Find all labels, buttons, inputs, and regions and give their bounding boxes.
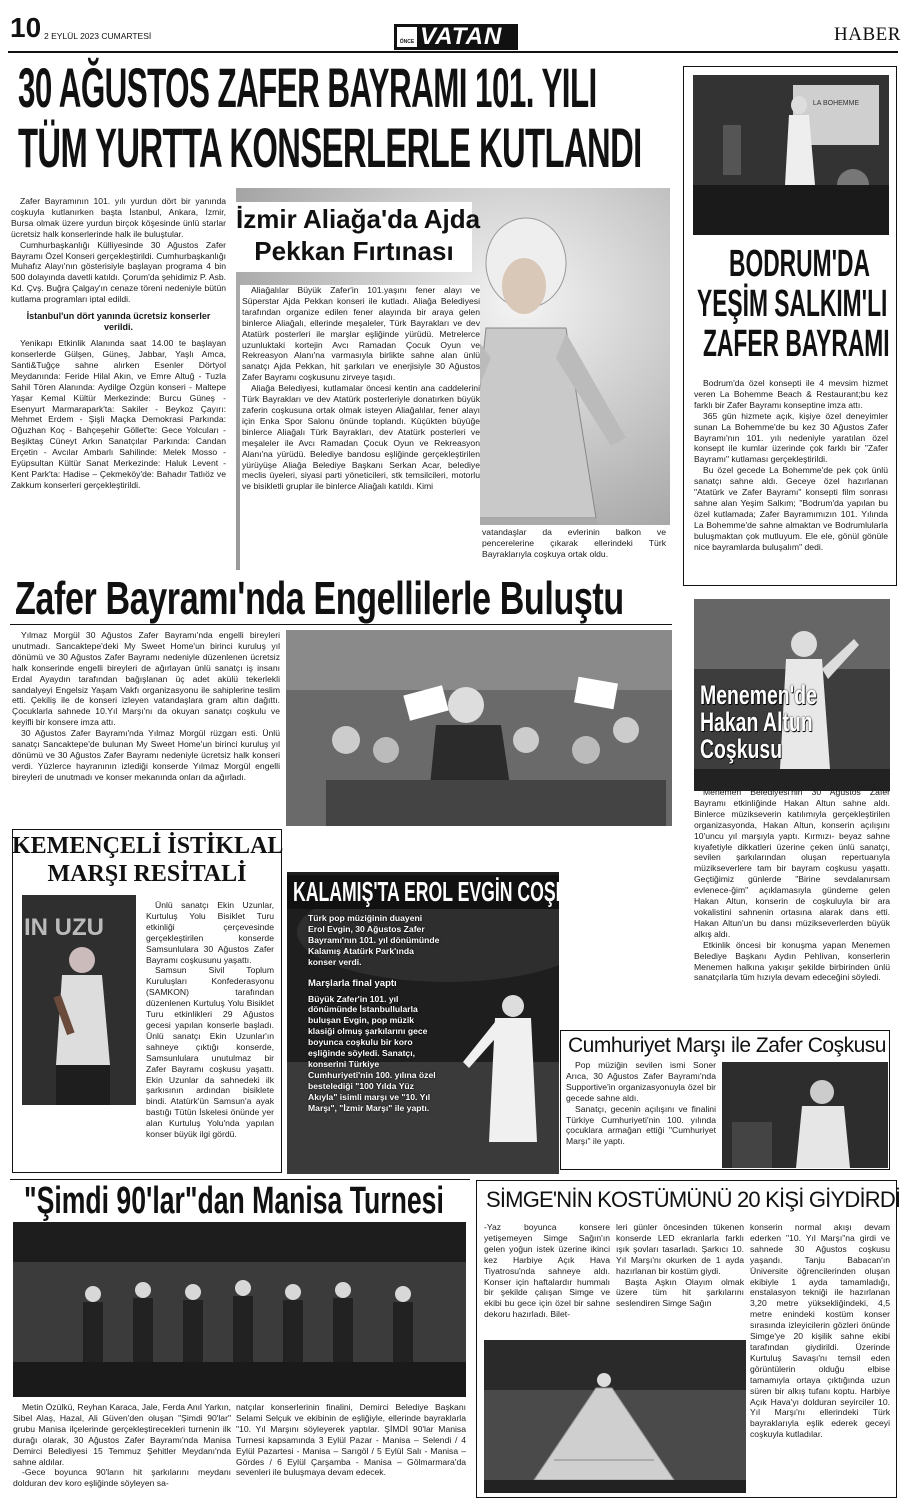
page-header [0,0,907,52]
manisa-photo [13,1222,466,1397]
simge-paragraph: konserin normal akışı devam ederken "10. Yıl Marşı"na girdi ve sahnede 30 Ağustos coşkusu yaşandı. Tanju Babacan'ın Üniversite öğrencilerinden oluşan ekibiyle 1 ayda tamamladığı, enstalasyon tekniği ile hazırlanan 3,20 metre yüksekliğindeki, 4,5 metre enindeki kostüm konser sırasında izleyicilerin gözleri önünde Simge'ye 20 kişilik sahne ekibi tarafından giydirildi. Üzerinde Kurtuluş Savaşı'nı temsil eden görüntülerin olduğu elbise tamamıyla ortaya çıktığında uzun süren bir alkış tufanı koptu. Harbiye Açık Hava'yı dolduran seyirciler 10. Yıl Marşı'nı ellerindeki Türk bayraklarıyla eşlik ederek geceyi coşkuyla kutladılar. [750,1222,890,1440]
ajda-column-end [478,525,670,570]
bodrum-title-line1: BODRUM'DA [729,243,870,285]
engelli-title: Zafer Bayramı'nda Engellilerle Buluştu [15,572,624,624]
kalamis-subhead: Marşlarla final yaptı [308,977,397,989]
cumhuriyet-column [566,1060,716,1147]
manisa-stage-illustration [13,1222,466,1397]
bodrum-column [694,378,888,553]
header-rule [8,51,898,53]
engelli-crowd-illustration [286,630,672,826]
menemen-title [700,682,850,764]
ajda-paragraph: Aliağa Belediyesi, kutlamalar öncesi kentin ana caddelerini Türk Bayrakları ve dev Atatürk posterleriyle donatırken büyük zaferin coşkusuna ortak olmak isteyen Aliağalılar, fener alayı için Enka Spor Salonu önünde toplandı. Küçükten büyüğe binlerce Aliağalı Türk Bayrakları, dev Atatürk posterleri ve meşaleler ile Avcı Ramadan Çocuk Oyun ve Rekreasyon Alanı'na yürüdü. Belediye bandosu eşliğinde gerçekleştirilen yürüyüşe Aliağa Belediye Başkanı Serkan Acar, belediye meclis üyeleri, siyasi parti yöneticileri, stk temsilcileri, motorlu ve bisikletli gruplar ile binlerce Aliağalı katıldı. Kimi [242,383,480,492]
intro-column [11,196,226,556]
engelli-paragraph: Yılmaz Morgül 30 Ağustos Zafer Bayramı'nda engelli bireyleri unutmadı. Sancaktepe'deki My Sweet Home'un birinci kuruluş yıl dönümü ve 30 Ağustos Zafer Bayramı nedeniyle düzenlenen ücretsiz halk konserinde engelli bireyleri de ağırlayan ünlü sanatçı iş insanı Erdal Ayaydın tarafından bağışlanan üç adet akülü tekerlekli sandalyeyi Engelsiz Yaşam Vakfı organizasyonu ile sahiplerine teslim etti. Çekiliş ile de konseri izleyen vatandaşlara gram altın dağıttı. Çocuklarla sahnede 10.Yıl Marşı'nı da okuyan sanatçı coşkulu ve keyifli bir konsere imza attı. [12,630,280,728]
kemence-performer-illustration [22,895,136,1105]
main-headline [12,58,672,183]
kalamis-paragraph: Türk pop müziğinin duayeni Erol Evgin, 30 Ağustos Zafer Bayramı'nın 101. yıl dönümünde Kalamış Atatürk Park'ında konser verdi. [308,913,440,967]
logo-badge: ÖNCE [397,27,417,47]
bodrum-title-line3: ZAFER BAYRAMI [703,323,890,365]
intro-paragraph: Yenikapı Etkinlik Alanında saat 14.00 te başlayan konserlerde Gülşen, Güneş, Jabbar, Yaşlı Amca, Santi&Tuğçe sahne alırken Esenler Dörtyol Meydanında: Feride Hilal Akın, ve Emre Altuğ - Tuzla Sahil Tören Alanında: Aydilge Özgün konseri - Maltepe Yaşar Kemal Kültür Merkezinde: Burcu Güneş - Esenyurt Marmarapark'ta: Sakiler - Beykoz Çayırı: Mehmet Erdem - Şişli Maçka Demokrasi Parkında: Oğuzhan Koç - Bahçeşehir Göllet'te: Gece Yolcuları - Beşiktaş Cüneyt Arkın Sanatçılar Parkında: Candan Erçetin - Avcılar Ambarlı Sahilinde: Melek Mosso - Eyüpsultan Kültür Sanat Merkezinde: Haluk Levent - Kent Park'ta: Hadise – Çekmeköy'de: Bahadır Tatlıöz ve Zakkum konserleri gerçekleştirildi. [11,338,226,490]
cumhuriyet-paragraph: Sanatçı, gecenin açılışını ve finalini Türkiye Cumhuriyeti'nin 100. yılında çocuklara armağan ettiği "Cumhuriyet Marşı" ile yaptı. [566,1103,716,1147]
simge-column-1 [484,1222,610,1320]
menemen-title-line3: Coşkusu [700,734,783,764]
bodrum-title-line2: YEŞİM SALKIM'LI [697,283,888,325]
cumhuriyet-photo [722,1062,888,1168]
intro-subhead: İstanbul'un dört yanında ücretsiz konserler verildi. [26,311,211,333]
ajda-title-line1: İzmir Aliağa'da Ajda [236,204,481,234]
manisa-column-2 [236,1402,466,1478]
kemence-column-right [146,900,274,1140]
ajda-column [240,285,480,570]
manisa-paragraph: natçılar konserlerinin finalini, Demirci Belediye Başkanı Selami Selçuk ve ekibinin de eşliğiyle, ellerinde bayraklarla "10. Yıl Marşını söyleyerek yaptılar. ŞİMDİ 90'lar Manisa Turnesi kapsamında 3 Eylül Pazar - Manisa – Selendi / 4 Eylül Pazartesi - Manisa – Sarıgöl / 5 Eylül Salı - Manisa – Gördes / 6 Eylül Çarşamba - Manisa – Gölmarmara'da sevenleri ile buluşmaya devam edecek. [236,1402,466,1478]
page-number: 10 [10,12,42,43]
ajda-paragraph: vatandaşlar da evlerinin balkon ve pencerelerine çıkarak ellerindeki Türk Bayraklarıyla coşkuya ortak oldu. [482,527,666,559]
bodrum-title [683,244,897,374]
soner-arica-illustration [722,1062,888,1168]
kemence-paragraph: Samsun Sivil Toplum Kuruluşları Konfederasyonu (SAMKON) tarafından düzenlenen Kurtuluş Yolu Bisiklet Turu etkinlikleri 29 Ağustos gecesi yapılan konserle başladı. Ünlü sanatçı Ekin Uzunlar'ın sahneye çıktığı konserde, Samsunlulara unutulmaz bir Zafer Bayramı coşkusu yaşattı. Ekin Uzunlar da sahnedeki ilk şarkısının ardından bisiklete bindi. Atatürk'ün Samsun'a ayak bastığı Tütün İskelesi önünde yer alan Kurtuluş Yolu'nda yapılan konser büyük ilgi gördü. [146,965,274,1140]
intro-paragraph: Cumhurbaşkanlığı Külliyesinde 30 Ağustos Zafer Bayramı Özel Konseri gerçekleştirildi. Cumhurbaşkanlığı Muhafız Alayı'nın gösterisiyle başlayan programa 4 bin 500 dolayında davetli katıldı. Çorum'da şehidimiz P. Asb. Kd. Çvş. Buğra Çalgay'ın cenaze töreni nedeniyle bütün kutlama programları iptal edildi. [11,239,227,305]
section-label: HABER [834,24,901,45]
bodrum-stage-illustration [693,75,889,235]
engelli-column [12,630,280,783]
simge-title: SİMGE'NİN KOSTÜMÜNÜ 20 KİŞİ GİYDİRDİ [486,1187,901,1212]
manisa-column-1 [13,1402,231,1489]
intro-paragraph: Zafer Bayramının 101. yılı yurdun dört bir yanında coşkuyla kutlanırken başta İstanbul, Ankara, İzmir, Bursa olmak üzere yurdun birçok köşesinde ünlü starlar ücretsiz halk konserlerinde halk ile buluştular. [11,196,226,239]
manisa-paragraph: Metin Özülkü, Reyhan Karaca, Jale, Ferda Anıl Yarkın, Sibel Alaş, Hazal, Ali Güven'den oluşan "Şimdi 90'lar" grubu Manisa ilçelerinde gerçekleştirecekleri turnenin ilk durağı olarak, 30 Ağustos Zafer Bayramı'nda Manisa Demirci Belediyesi 15 Temmuz Şehitler Meydanı'nda sahne aldılar. [13,1402,231,1467]
kemence-title-line2: MARŞI RESİTALİ [47,861,247,887]
page-date: 2 EYLÜL 2023 CUMARTESİ [44,31,152,41]
ajda-paragraph: Aliağalılar Büyük Zafer'in 101.yaşını fener alayı ve Süperstar Ajda Pekkan konseri ile kutladı. Aliağa Belediyesi tarafından organize edilen fener alayında bir araya gelen binlerce Aliağalı, ellerinde meşaleler, Türk Bayrakları ve dev Atatürk posterleri ile marşlar eşliğinde yürüdü. Metrelerce uzunluktaki kortejin Avcı Ramadan Çocuk Oyun ve Rekreasyon Alanı'na varmasıyla birlikte sahne alan ünlü sanatçı Ajda Pekkan, hit şarkıları ve enerjisiyle 30 Ağustos Zafer Bayramı coşkusunu zirveye taşıdı. [242,285,480,383]
cumhuriyet-paragraph: Pop müziğin sevilen ismi Soner Arıca, 30 Ağustos Zafer Bayramı'nda Supportive'in organizasyonuyla özel bir gecede sahne aldı. [566,1060,716,1103]
menemen-paragraph: Etkinlik öncesi bir konuşma yapan Menemen Belediye Başkanı Aydın Pehlivan, konserlerin Menemen halkına yakışır şekilde birbirinden ünlü sanatçılarla tüm hızıyla devam edeceğini söyledi. [694,939,890,983]
cumhuriyet-title: Cumhuriyet Marşı ile Zafer Coşkusu [568,1034,886,1057]
simge-column-3 [750,1222,890,1440]
main-headline-line1: 30 AĞUSTOS ZAFER BAYRAMI 101. YILI [18,56,597,119]
bodrum-paragraph: Bu özel gecede La Bohemme'de pek çok ünlü sanatçı sahne aldı. Geceye özel hazırlanan "Atatürk ve Zafer Bayramı" konsepti film sonrası sahne alan Yeşim Salkım; "Bodrum'da yapılan bu özel kutlamada; Zafer Bayramımızın 101. Yılında La Bohemme'de sahne almaktan ve Bodrumlularla buluşmaktan çok mutluyum. Ele ele, gönül gönüle nice bayramlarda buluşalım" dedi. [694,465,888,552]
simge-paragraph: leri günler öncesinden tükenen konserde LED ekranlarla farklı ışık şovları tasarladı. Şarkıcı 10. Yıl Marşı'nı okurken de 1 ayda hazırlanan bir kostüm giydi. [616,1222,744,1276]
engelli-photo [286,630,672,826]
vatan-logo [394,24,518,50]
manisa-title: "Şimdi 90'lar"dan Manisa Turnesi [24,1180,444,1222]
kemence-title-line1: KEMENÇELİ İSTİKLAL [12,833,284,859]
ajda-title-line2: Pekkan Fırtınası [254,236,454,266]
menemen-title-line1: Menemen'de [700,680,817,710]
engelli-paragraph: 30 Ağustos Zafer Bayramı'nda Yılmaz Morgül rüzgarı esti. Ünlü sanatçı Sancaktepe'de bulunan My Sweet Home'un birinci kuruluş yıl dönümü ve 30 Ağustos Zafer Bayramı nedeniyle ücretsiz halk konseri verdi. Yüzlerce hayranının izlediği konserde Yılmaz Morgül engelli bireyleri de unutmadı ve konser mekanında onları da ağırladı. [12,728,280,782]
bodrum-photo [693,75,889,235]
kalamis-title-bar [287,875,606,909]
bodrum-paragraph: 365 gün hizmete açık, kişiye özel deneyimler sunan La Bohemme'de bu kez 30 Ağustos Zafer Bayramı'nın 101. yılı nedeniyle yaratılan özel konsept ile kumlar üzerinde çok farklı bir "Zafer Bayramı" kutlaması gerçekleştirildi. [694,410,888,465]
menemen-column [694,787,890,983]
stage-sign: LA BOHEMME [812,100,860,107]
menemen-paragraph: Menemen Belediyesi'nin 30 Ağustos Zafer Bayramı etkinliğinde Hakan Altun sahne aldı. Binlerce müzikseverin katılımıyla gerçekleştirilen organizasyonda, Hakan Altun, konserin açılışını 10'uncu yıl marşıyla yaptı. Kırmızı- beyaz sahne kıyafetiyle dikkatleri üzerine çeken ünlü sanatçı, sevilen şarkılarından oluşan repertuarıyla müzikseverlere tam bir bayram coşkusu yaşattı. Geçtiğimiz günlerde "Birine sevdalanırsam evlenece-ğim" açıklamasıyla gündeme gelen Hakan Altun, konserin de coşkuluyla bir ara vokalistini sahnenin ortasına alarak dans etti. Hakan Altun'un bu dansı müzikseverlerden büyük alkış aldı. [694,787,890,939]
simge-costume-illustration [484,1340,746,1493]
kemence-paragraph: Ünlü sanatçı Ekin Uzunlar, Kurtuluş Yolu Bisiklet Turu etkinliği çerçevesinde gerçekleştirilen konserde Samsunlulara 30 Ağustos Zafer Bayramı coşkusunu yaşattı. [146,900,274,965]
kemence-title [12,832,282,888]
kalamis-title: KALAMIŞ'TA EROL EVGİN COŞKUSU [293,876,606,907]
simge-paragraph: -Yaz boyunca konsere yetişemeyen Simge Sağın'ın gelen yoğun istek üzerine ikinci kez Harbiye Açık Hava Tiyatrosu'nda sahneye aldı. Konser için haftalardır hummalı bir şekilde çalışan Simge ve ekibi bu gece için özel bir sahne dekoru hazırladı. Bilet- [484,1222,610,1320]
engelli-rule [10,624,672,625]
simge-photo [484,1340,746,1493]
simge-paragraph: Başta Aşkın Olayım olmak üzere tüm hit şarkılarını seslendiren Simge Sağın [616,1276,744,1309]
kemence-photo [22,895,136,1105]
menemen-title-line2: Hakan Altun [700,707,813,737]
manisa-paragraph: -Gece boyunca 90'ların hit şarkılarını meydanı dolduran dev koro eşliğinde söyleyen sa- [13,1467,231,1489]
bodrum-paragraph: Bodrum'da özel konsepti ile 4 mevsim hizmet veren La Bohemme Beach & Restaurant;bu kez farklı bir Zafer Bayramı konseptine imza attı. [694,378,888,410]
kalamis-paragraph: Büyük Zafer'in 101. yıl dönümünde İstanbullularla buluşan Evgin, pop müzik klasiği olmuş şarkılarını gece boyunca coşkulu bir koro eşliğinde söyledi. Sanatçı, konserini Türkiye Cumhuriyeti'nin 100. yılına özel bestelediği "100 Yılda Yüz Akıyla" isimli marşı ve "10. Yıl Marşı", "İzmir Marşı" ile yaptı. [308,993,436,1113]
simge-column-2 [616,1222,744,1309]
backdrop-lettering: IN UZU [24,914,104,941]
logo-text: VATAN [420,23,503,50]
main-headline-line2: TÜM YURTTA KONSERLERLE KUTLANDI [18,116,642,179]
kalamis-text [308,913,440,1114]
